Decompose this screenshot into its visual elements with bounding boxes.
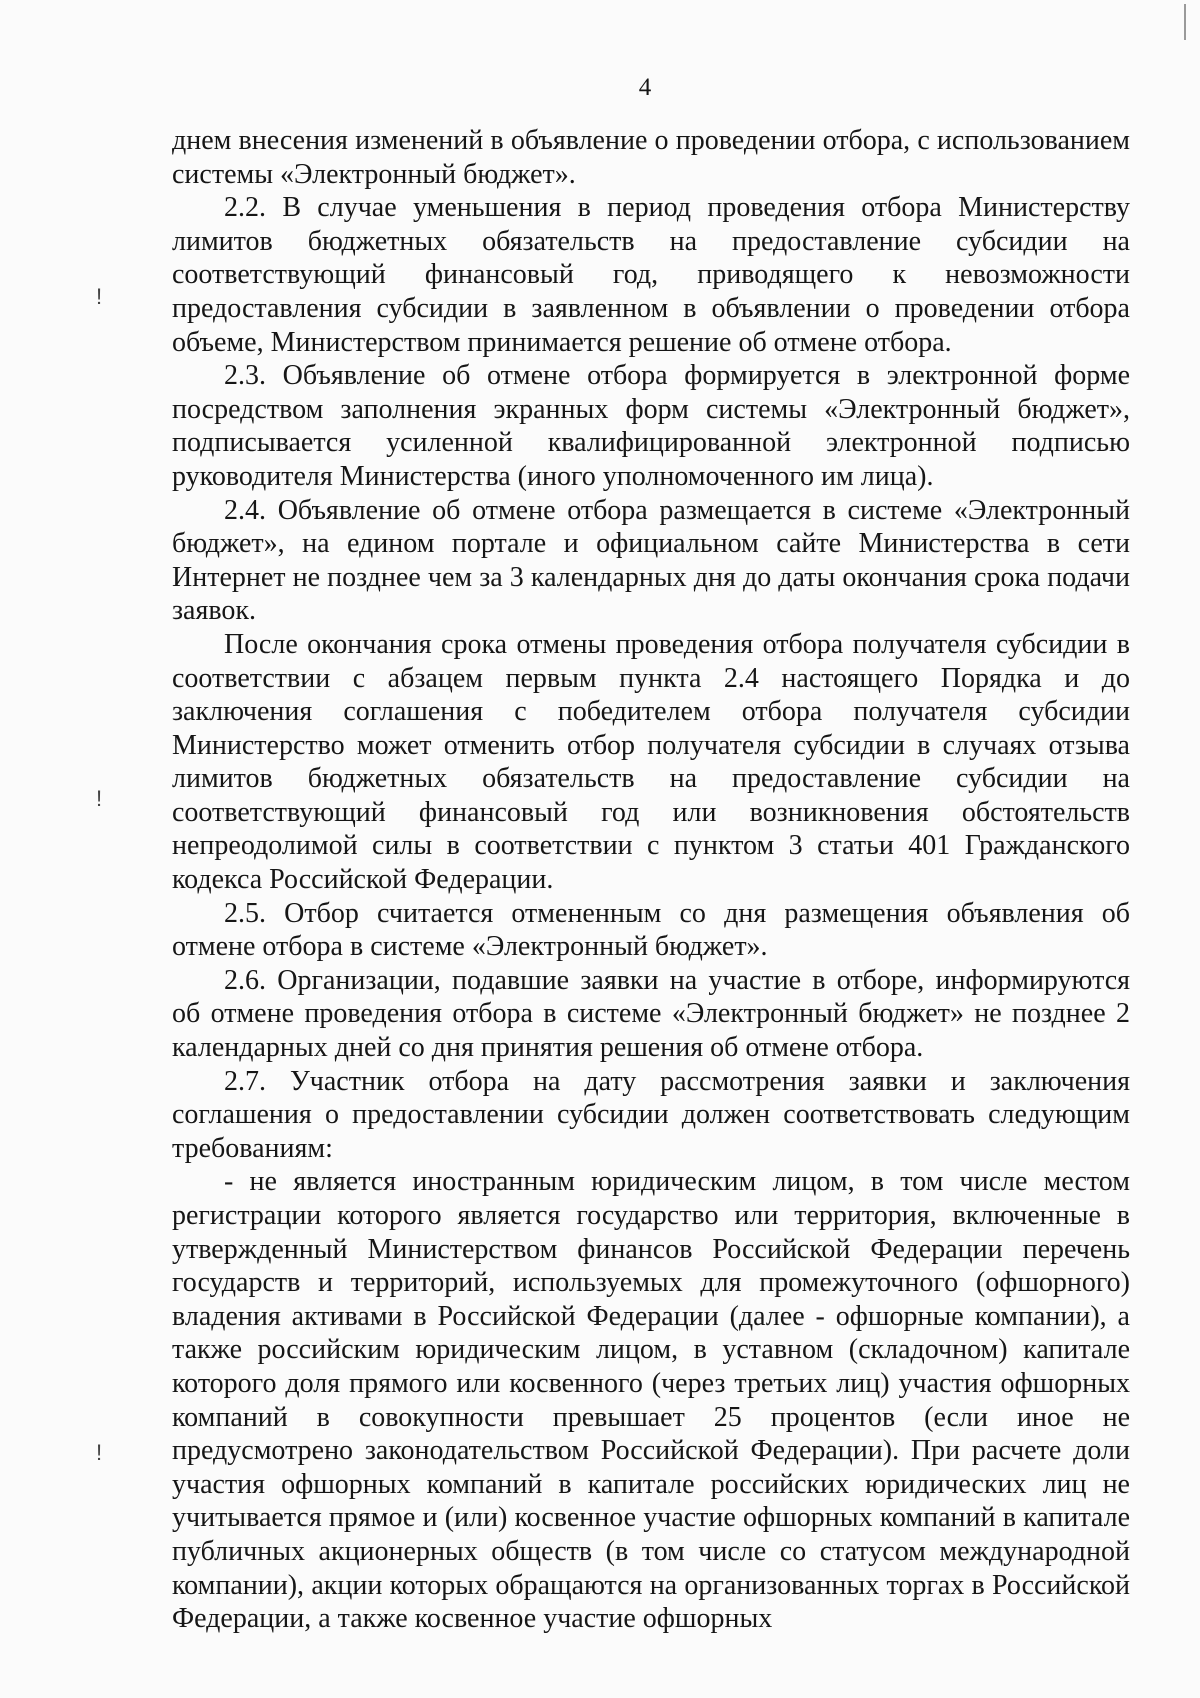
margin-mark: ! xyxy=(96,1440,103,1465)
paragraph-continuation: днем внесения изменений в объявление о проведении отбора, с использованием системы «Электронный бюджет». xyxy=(172,125,1130,190)
page-number: 4 xyxy=(638,74,652,101)
paragraph-2-7: 2.7. Участник отбора на дату рассмотрения заявки и заключения соглашения о предоставлении субсидии должен соответствовать следующим требованиям: xyxy=(172,1065,1130,1164)
paragraph-2-5: 2.5. Отбор считается отмененным со дня размещения объявления об отмене отбора в системе «Электронный бюджет». xyxy=(172,897,1130,963)
paragraph-2-4: 2.4. Объявление об отмене отбора размещается в системе «Электронный бюджет», на едином портале и официальном сайте Министерства в сети Интернет не позднее чем за 3 календарных дня до даты окончания срока подачи заявок. xyxy=(172,494,1130,627)
paragraph-2-3: 2.3. Объявление об отмене отбора формируется в электронной форме посредством заполнения экранных форм системы «Электронный бюджет», подписывается усиленной квалифицированной электронной подписью руководителя Министерства (иного уполномоченного им лица). xyxy=(172,360,1130,492)
margin-mark: ! xyxy=(96,284,103,309)
scan-edge-mark xyxy=(1176,4,1186,40)
paragraph-2-2: 2.2. В случае уменьшения в период проведения отбора Министерству лимитов бюджетных обязательств на предоставление субсидии на соответствующий финансовый год, приводящего к невозможности предоставления субсидии в заявленном в объявлении о проведении отбора объеме, Министерством принимается решение об отмене отбора. xyxy=(172,192,1130,358)
paragraph-2-4-cancellation: После окончания срока отмены проведения отбора получателя субсидии в соответствии с абзацем первым пункта 2.4 настоящего Порядка и до заключения соглашения с победителем отбора получателя субсидии Министерство может отменить отбор получателя субсидии в случаях отзыва лимитов бюджетных обязательств на предоставление субсидии на соответствующий финансовый год или возникновения обстоятельств непреодолимой силы в соответствии с пунктом 3 статьи 401 Гражданского кодекса Российской Федерации. xyxy=(172,628,1130,896)
margin-mark: ! xyxy=(96,786,103,811)
paragraph-2-6: 2.6. Организации, подавшие заявки на участие в отборе, информируются об отмене проведения отбора в системе «Электронный бюджет» не позднее 2 календарных дней со дня принятия решения об отмене отбора. xyxy=(172,964,1130,1064)
document-body xyxy=(172,124,1130,1636)
requirement-item: - не является иностранным юридическим лицом, в том числе местом регистрации которого является государство или территория, включенные в утвержденный Министерством финансов Российской Федерации перечень государств и территорий, используемых для промежуточного (офшорного) владения активами в Российской Федерации (далее - офшорные компании), а также российским юридическим лицом, в уставном (складочном) капитале которого доля прямого или косвенного (через третьих лиц) участия офшорных компаний в совокупности превышает 25 процентов (если иное не предусмотрено законодательством Российской Федерации). При расчете доли участия офшорных компаний в капитале российских юридических лиц не учитывается прямое и (или) косвенное участие офшорных компаний в капитале публичных акционерных обществ (в том числе со статусом международной компании), акции которых обращаются на организованных торгах в Российской Федерации, а также косвенное участие офшорных xyxy=(172,1166,1130,1635)
